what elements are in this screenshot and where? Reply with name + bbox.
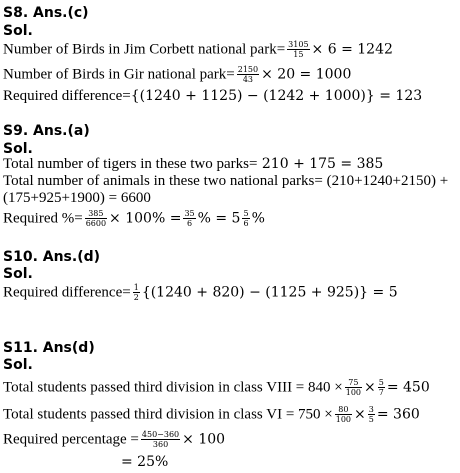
fraction: $\frac{450-360}{360}$: [141, 430, 180, 449]
s9-line-4: Required %= $\frac{385}{6600}$ × 100% = $\frac{35}{6}$ % = 5 $\frac{5}{6}$ %: [3, 209, 265, 228]
s11-line-4: = 25%: [121, 454, 169, 470]
fraction: $\frac{5}{6}$: [243, 209, 249, 228]
s10-sol-label: Sol.: [3, 266, 33, 282]
fraction: $\frac{35}{6}$: [184, 209, 195, 228]
s11-line-2: Total students passed third division in class VI = 750 × $\frac{80}{100}$ × $\frac{3}{5}$ = 360: [3, 405, 420, 424]
s11-sol-label: Sol.: [3, 357, 33, 373]
s8-line-1: Number of Birds in Jim Corbett national park= $\frac{3105}{15}$ × 6 = 1242: [3, 40, 393, 59]
s10-line-1: Required difference= $\frac{1}{2}$ {(1240 + 820) − (1125 + 925)} = 5: [3, 283, 398, 302]
s11-line-3: Required percentage = $\frac{450-360}{360}$ × 100: [3, 430, 226, 449]
s9-line-2: Total number of animals in these two national parks= (210+1240+2150) +: [3, 173, 449, 189]
fraction: $\frac{2150}{43}$: [237, 65, 259, 84]
fraction: $\frac{5}{7}$: [378, 378, 384, 397]
s10-heading: S10. Ans.(d): [3, 249, 101, 265]
fraction: $\frac{75}{100}$: [345, 378, 362, 397]
s8-sol-label: Sol.: [3, 23, 33, 39]
s8-line-2: Number of Birds in Gir national park= $\frac{2150}{43}$ × 20 = 1000: [3, 65, 352, 84]
fraction: $\frac{3}{5}$: [368, 405, 374, 424]
s9-sol-label: Sol.: [3, 141, 33, 157]
s11-heading: S11. Ans(d): [3, 340, 95, 356]
fraction: $\frac{80}{100}$: [335, 405, 352, 424]
s8-heading: S8. Ans.(c): [3, 5, 89, 21]
s8-line-3: Required difference={(1240 + 1125) − (1242 + 1000)} = 123: [3, 88, 423, 104]
s9-line-1: Total number of tigers in these two parks= 210 + 175 = 385: [3, 156, 384, 172]
fraction: $\frac{385}{6600}$: [85, 209, 107, 228]
fraction: $\frac{3105}{15}$: [288, 40, 309, 59]
s11-line-1: Total students passed third division in class VIII = 840 × $\frac{75}{100}$ × $\frac{5}{7}$ = 450: [3, 378, 430, 397]
s9-line-3: (175+925+1900) = 6600: [3, 190, 151, 206]
s9-heading: S9. Ans.(a): [3, 123, 90, 139]
fraction: $\frac{1}{2}$: [133, 283, 139, 302]
